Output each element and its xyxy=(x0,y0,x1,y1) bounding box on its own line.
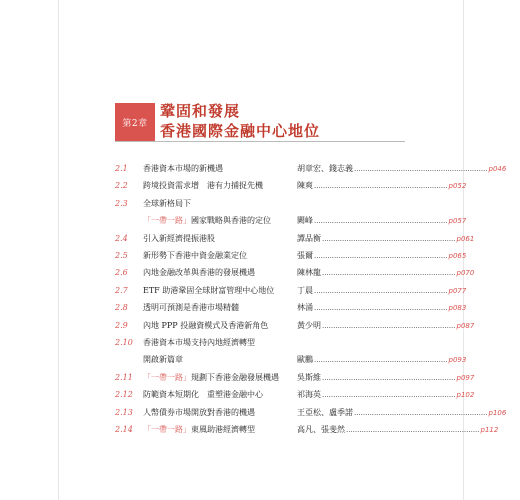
toc-leader-dots: ............................................................ xyxy=(322,391,456,400)
toc-entry[interactable] xyxy=(115,405,507,422)
toc-author-page xyxy=(297,231,475,247)
toc-entry[interactable] xyxy=(115,422,499,439)
toc-entry[interactable] xyxy=(115,335,467,370)
toc-page-number: p112 xyxy=(480,426,499,434)
toc-entry[interactable] xyxy=(115,300,467,317)
toc-title-text: 內地金融改革與香港的發展機遇 xyxy=(143,268,255,278)
toc-leader-dots: ............................................................ xyxy=(314,356,448,365)
toc-title xyxy=(143,196,191,211)
chapter-title-line-1: 鞏固和發展 xyxy=(160,102,241,120)
toc-leader-dots: ............................................................ xyxy=(314,286,448,295)
toc-page-number: p070 xyxy=(456,269,475,278)
toc-number: 2.3 xyxy=(115,198,128,208)
toc-title-text: 人幣債券市場開放對香港的機遇 xyxy=(143,407,255,417)
toc-title xyxy=(143,335,255,350)
toc-title-text-2: 國家戰略與香港的定位 xyxy=(191,216,271,226)
toc-author-page xyxy=(297,265,475,281)
toc-author: 歐鵬 xyxy=(297,355,313,365)
toc-title-text: ETF 助港鞏固全球財富管理中心地位 xyxy=(143,285,275,295)
toc-author-page xyxy=(297,178,467,194)
toc-title-highlight: 「一帶一路」 xyxy=(143,372,191,382)
toc-page-number: p087 xyxy=(456,321,475,330)
toc-page-number: p057 xyxy=(448,217,467,226)
toc-title-text: 香港資本市場的新機遇 xyxy=(143,164,223,173)
toc-leader-dots: ............................................................ xyxy=(314,304,448,313)
toc-author-page xyxy=(297,387,475,403)
toc-number: 2.6 xyxy=(115,268,128,278)
toc-title-text: 全球新格局下 xyxy=(143,198,191,208)
toc-entry[interactable] xyxy=(115,265,475,282)
toc-page-number: p083 xyxy=(448,304,467,313)
toc-title xyxy=(143,248,247,263)
toc-title xyxy=(143,387,263,402)
toc-author-page xyxy=(297,283,467,299)
toc-title-text: 新形勢下香港中資金融業定位 xyxy=(143,251,247,260)
toc-title xyxy=(143,405,255,420)
toc-title xyxy=(143,370,279,385)
toc-author-page xyxy=(297,318,475,334)
toc-title-text: 跨境投資需求增 港有力捕捉先機 xyxy=(143,181,263,191)
toc-page-number: p106 xyxy=(488,408,507,417)
toc-number: 2.1 xyxy=(115,164,128,173)
chapter-title xyxy=(160,101,320,141)
toc-title-text: 透明可預測是香港市場精髓 xyxy=(143,303,239,313)
toc-leader-dots: ............................................................ xyxy=(354,408,488,417)
toc-page-number: p046 xyxy=(488,165,507,173)
toc-title-text: 防範資本短期化 重塑港金融中心 xyxy=(143,390,263,400)
toc-leader-dots: ............................................................ xyxy=(322,373,456,382)
toc-number: 2.8 xyxy=(115,303,128,313)
toc-author-page xyxy=(297,352,467,368)
toc-page-number: p052 xyxy=(448,182,467,191)
toc-entry[interactable] xyxy=(115,196,467,231)
toc-author: 黃少明 xyxy=(297,320,321,330)
toc-title xyxy=(143,283,274,298)
chapter-badge xyxy=(115,103,155,141)
toc-title xyxy=(143,318,268,333)
toc-title-text: 香港資本市場支持內地經濟轉型 xyxy=(143,338,255,347)
toc-title-highlight: 「一帶一路」 xyxy=(143,216,191,226)
toc-author: 王亞松、盧季諾 xyxy=(297,407,353,417)
toc-author: 張爾 xyxy=(297,251,313,260)
toc-author-page xyxy=(297,370,475,386)
toc-author: 胡章宏、錢志義 xyxy=(297,164,353,173)
toc-number: 2.14 xyxy=(115,425,133,434)
toc-author: 高凡、張斐然 xyxy=(297,425,345,434)
toc-number: 2.5 xyxy=(115,251,128,260)
toc-leader-dots: ............................................................ xyxy=(314,182,448,191)
toc-number: 2.7 xyxy=(115,285,128,295)
toc-number: 2.9 xyxy=(115,320,128,330)
chapter-label: 第2章 xyxy=(122,118,148,129)
toc-leader-dots: ............................................................ xyxy=(346,426,480,434)
toc-entry[interactable] xyxy=(115,318,475,335)
toc-author-page xyxy=(297,405,507,421)
toc-title xyxy=(143,422,255,437)
toc-page-number: p102 xyxy=(456,391,475,400)
toc-author-page xyxy=(297,248,467,264)
toc-entry[interactable] xyxy=(115,231,475,248)
toc-title-text: 內地 PPP 投融資模式及香港新角色 xyxy=(143,320,269,330)
toc-author-page xyxy=(297,161,507,177)
toc-title xyxy=(143,178,263,193)
toc-author-page xyxy=(297,422,499,438)
toc-entry[interactable] xyxy=(115,161,507,178)
toc-page-number: p061 xyxy=(456,234,475,243)
toc-leader-dots: ............................................................ xyxy=(322,321,456,330)
toc-number: 2.10 xyxy=(115,338,133,347)
toc-author: 陳林龍 xyxy=(297,268,321,278)
toc-page-number: p077 xyxy=(448,286,467,295)
toc-leader-dots: ............................................................ xyxy=(322,269,456,278)
toc-author-page xyxy=(297,300,467,316)
toc-author: 陳爽 xyxy=(297,181,313,191)
chapter-title-line-2: 香港國際金融中心地位 xyxy=(160,122,321,140)
toc-leader-dots: ............................................................ xyxy=(354,165,488,173)
toc-number: 2.2 xyxy=(115,181,128,191)
toc-title xyxy=(143,161,223,176)
toc-number: 2.11 xyxy=(115,372,133,382)
toc-title-text: 規劃下香港金融發展機遇 xyxy=(191,372,279,382)
toc-author-page xyxy=(297,213,467,229)
toc-page-number: p065 xyxy=(448,252,467,260)
toc-author: 吳斯維 xyxy=(297,372,321,382)
toc-title-text: 引入新經濟提振港股 xyxy=(143,233,215,243)
toc-title-text: 東風助港經濟轉型 xyxy=(191,425,255,434)
toc-number: 2.4 xyxy=(115,233,128,243)
toc-author: 譚品衡 xyxy=(297,233,321,243)
toc-author: 丁晨 xyxy=(297,285,313,295)
toc-entry[interactable] xyxy=(115,370,475,387)
toc-author: 祁海英 xyxy=(297,390,321,400)
toc-leader-dots: ............................................................ xyxy=(314,252,448,260)
toc-entry[interactable] xyxy=(115,283,467,300)
toc-author: 闕峰 xyxy=(297,216,313,226)
toc-title-text-2: 開啟新篇章 xyxy=(143,355,183,365)
toc-title-line-2 xyxy=(143,352,183,367)
divider xyxy=(115,141,405,142)
toc-entry[interactable] xyxy=(115,387,475,404)
toc-page-number: p093 xyxy=(448,356,467,365)
toc-leader-dots: ............................................................ xyxy=(314,217,448,226)
toc-leader-dots: ............................................................ xyxy=(322,234,456,243)
toc-entry[interactable] xyxy=(115,248,467,265)
toc-author: 林涌 xyxy=(297,303,313,313)
toc-entry[interactable] xyxy=(115,178,467,195)
toc-number: 2.12 xyxy=(115,390,133,400)
toc-number: 2.13 xyxy=(115,407,133,417)
toc-title-line-2 xyxy=(143,213,271,228)
toc-page-number: p097 xyxy=(456,373,475,382)
toc-title xyxy=(143,231,215,246)
toc-title xyxy=(143,265,255,280)
toc-title-highlight: 「一帶一路」 xyxy=(143,425,191,434)
toc-title xyxy=(143,300,239,315)
